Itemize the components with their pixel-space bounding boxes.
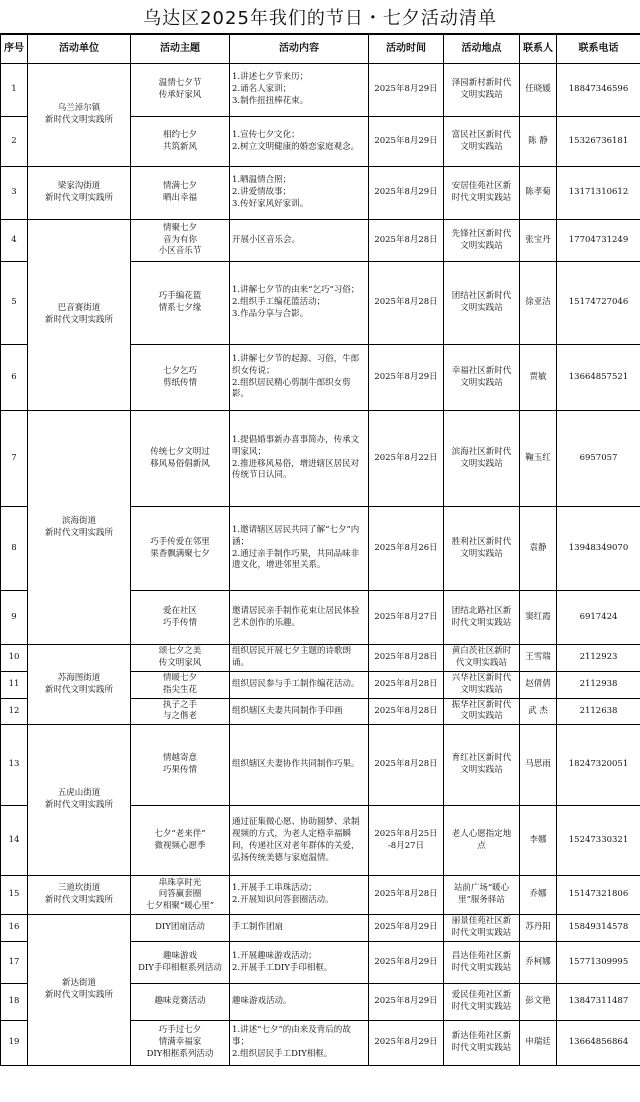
cell-content: 1.讲解七夕节的由来“乞巧”习俗； 2.组织手工编花篮活动； 3.作品分享与合影。 bbox=[230, 262, 369, 345]
cell-time: 2025年8月29日 bbox=[369, 1021, 444, 1066]
cell-content: 组织居民参与手工制作编花活动。 bbox=[230, 671, 369, 698]
cell-theme: 巧手过七夕 情满幸福家 DIY相框系列活动 bbox=[131, 1021, 230, 1066]
cell-seq: 1 bbox=[1, 64, 28, 117]
activity-table bbox=[0, 34, 640, 1066]
cell-content: 开展小区音乐会。 bbox=[230, 220, 369, 262]
cell-contact: 马思雨 bbox=[520, 725, 557, 806]
cell-phone: 6917424 bbox=[557, 591, 640, 645]
cell-theme: 爱在社区 巧手传情 bbox=[131, 591, 230, 645]
cell-seq: 15 bbox=[1, 876, 28, 915]
cell-theme: 情暖七夕 指尖生花 bbox=[131, 671, 230, 698]
header-place: 活动地点 bbox=[444, 35, 520, 64]
cell-phone: 2112638 bbox=[557, 698, 640, 725]
cell-unit: 巴音赛街道 新时代文明实践所 bbox=[28, 220, 131, 411]
cell-contact: 徐亚洁 bbox=[520, 262, 557, 345]
cell-theme: 情聚七夕 音为有你 小区音乐节 bbox=[131, 220, 230, 262]
cell-theme: 七夕乞巧 剪纸传情 bbox=[131, 345, 230, 411]
cell-contact: 陈 静 bbox=[520, 117, 557, 167]
cell-contact: 贾敏 bbox=[520, 345, 557, 411]
cell-seq: 8 bbox=[1, 507, 28, 591]
cell-seq: 3 bbox=[1, 167, 28, 220]
cell-time: 2025年8月29日 bbox=[369, 117, 444, 167]
table-row bbox=[1, 64, 640, 117]
cell-seq: 19 bbox=[1, 1021, 28, 1066]
cell-content: 1.开展手工串珠活动； 2.开展知识问答套圈活动。 bbox=[230, 876, 369, 915]
cell-place: 老人心愿指定地 点 bbox=[444, 806, 520, 876]
cell-theme: 温情七夕节 传承好家风 bbox=[131, 64, 230, 117]
cell-theme: 巧手编花篮 情系七夕缘 bbox=[131, 262, 230, 345]
cell-theme: 趣味游戏 DIY手印相框系列活动 bbox=[131, 942, 230, 984]
cell-unit: 滨海街道 新时代文明实践所 bbox=[28, 411, 131, 645]
cell-time: 2025年8月29日 bbox=[369, 64, 444, 117]
cell-content: 1.开展趣味游戏活动； 2.开展手工DIY手印相框。 bbox=[230, 942, 369, 984]
cell-unit: 新达街道 新时代文明实践所 bbox=[28, 915, 131, 1066]
cell-seq: 18 bbox=[1, 984, 28, 1021]
cell-time: 2025年8月28日 bbox=[369, 220, 444, 262]
cell-unit: 三道坎街道 新时代文明实践所 bbox=[28, 876, 131, 915]
cell-contact: 陈孝菊 bbox=[520, 167, 557, 220]
cell-content: 手工制作团扇 bbox=[230, 915, 369, 942]
header-contact: 联系人 bbox=[520, 35, 557, 64]
cell-theme: 串珠享时光 问答赢套圈 七夕相聚“暖心里” bbox=[131, 876, 230, 915]
cell-contact: 窦红霞 bbox=[520, 591, 557, 645]
cell-content: 组织居民开展七夕主题的诗歌朗诵。 bbox=[230, 645, 369, 672]
cell-content: 1.邀请辖区居民共同了解“七夕”内涵； 2.通过亲手制作巧果，共同品味非遗文化，增进邻里关系。 bbox=[230, 507, 369, 591]
cell-phone: 2112938 bbox=[557, 671, 640, 698]
cell-time: 2025年8月28日 bbox=[369, 725, 444, 806]
cell-seq: 17 bbox=[1, 942, 28, 984]
cell-place: 幸福社区新时代 文明实践站 bbox=[444, 345, 520, 411]
cell-phone: 15849314578 bbox=[557, 915, 640, 942]
cell-seq: 6 bbox=[1, 345, 28, 411]
cell-place: 兴华社区新时代 文明实践站 bbox=[444, 671, 520, 698]
cell-place: 团结北路社区新 时代文明实践站 bbox=[444, 591, 520, 645]
cell-seq: 16 bbox=[1, 915, 28, 942]
header-unit: 活动单位 bbox=[28, 35, 131, 64]
cell-phone: 15326736181 bbox=[557, 117, 640, 167]
table-body bbox=[1, 64, 640, 1066]
cell-unit: 乌兰淖尔镇 新时代文明实践所 bbox=[28, 64, 131, 167]
cell-phone: 15174727046 bbox=[557, 262, 640, 345]
cell-place: 富民社区新时代 文明实践站 bbox=[444, 117, 520, 167]
cell-time: 2025年8月29日 bbox=[369, 167, 444, 220]
cell-seq: 2 bbox=[1, 117, 28, 167]
cell-contact: 乔娜 bbox=[520, 876, 557, 915]
cell-contact: 申瑞廷 bbox=[520, 1021, 557, 1066]
cell-content: 邀请居民亲手制作花束让居民体验艺术创作的乐趣。 bbox=[230, 591, 369, 645]
cell-theme: 情越寄意 巧果传情 bbox=[131, 725, 230, 806]
cell-contact: 王雪瑞 bbox=[520, 645, 557, 672]
cell-unit: 梁家沟街道 新时代文明实践所 bbox=[28, 167, 131, 220]
cell-time: 2025年8月29日 bbox=[369, 915, 444, 942]
cell-contact: 武 杰 bbox=[520, 698, 557, 725]
header-theme: 活动主题 bbox=[131, 35, 230, 64]
cell-place: 育红社区新时代 文明实践站 bbox=[444, 725, 520, 806]
cell-phone: 13664856864 bbox=[557, 1021, 640, 1066]
cell-content: 1.晒温情合照； 2.讲爱情故事； 3.传好家风好家训。 bbox=[230, 167, 369, 220]
table-row bbox=[1, 220, 640, 262]
cell-phone: 13948349070 bbox=[557, 507, 640, 591]
cell-theme: 执子之手 与之偕老 bbox=[131, 698, 230, 725]
cell-time: 2025年8月25日 -8月27日 bbox=[369, 806, 444, 876]
cell-place: 站前广场“暖心 里”服务驿站 bbox=[444, 876, 520, 915]
cell-contact: 袁静 bbox=[520, 507, 557, 591]
cell-place: 黄白茨社区新时 代文明实践站 bbox=[444, 645, 520, 672]
cell-contact: 李娜 bbox=[520, 806, 557, 876]
cell-content: 1.讲述七夕节来历； 2.诵名人家训； 3.制作扭扭棒花束。 bbox=[230, 64, 369, 117]
cell-place: 泽园新村新时代 文明实践站 bbox=[444, 64, 520, 117]
cell-theme: 颂七夕之美 传文明家风 bbox=[131, 645, 230, 672]
cell-time: 2025年8月27日 bbox=[369, 591, 444, 645]
cell-time: 2025年8月26日 bbox=[369, 507, 444, 591]
cell-content: 趣味游戏活动。 bbox=[230, 984, 369, 1021]
cell-contact: 任晓媛 bbox=[520, 64, 557, 117]
table-row bbox=[1, 876, 640, 915]
header-time: 活动时间 bbox=[369, 35, 444, 64]
cell-contact: 张宝丹 bbox=[520, 220, 557, 262]
cell-content: 1.提倡婚事新办喜事简办，传承文明家风； 2.推进移风易俗，增进辖区居民对传统节日认同。 bbox=[230, 411, 369, 507]
cell-phone: 18847346596 bbox=[557, 64, 640, 117]
table-row bbox=[1, 725, 640, 806]
cell-phone: 15147321806 bbox=[557, 876, 640, 915]
cell-theme: DIY团扇活动 bbox=[131, 915, 230, 942]
table-row bbox=[1, 411, 640, 507]
cell-content: 组织辖区夫妻协作共同制作巧果。 bbox=[230, 725, 369, 806]
cell-time: 2025年8月28日 bbox=[369, 645, 444, 672]
cell-place: 昌达佳苑社区新 时代文明实践站 bbox=[444, 942, 520, 984]
cell-phone: 6957057 bbox=[557, 411, 640, 507]
cell-contact: 彭文艳 bbox=[520, 984, 557, 1021]
cell-phone: 13847311487 bbox=[557, 984, 640, 1021]
cell-place: 丽景佳苑社区新 时代文明实践站 bbox=[444, 915, 520, 942]
cell-phone: 13171310612 bbox=[557, 167, 640, 220]
cell-seq: 11 bbox=[1, 671, 28, 698]
cell-seq: 14 bbox=[1, 806, 28, 876]
cell-seq: 4 bbox=[1, 220, 28, 262]
cell-seq: 12 bbox=[1, 698, 28, 725]
cell-content: 组织辖区夫妻共同制作手印画 bbox=[230, 698, 369, 725]
cell-time: 2025年8月28日 bbox=[369, 698, 444, 725]
cell-phone: 18247320051 bbox=[557, 725, 640, 806]
cell-theme: 相约七夕 共筑新风 bbox=[131, 117, 230, 167]
header-seq: 序号 bbox=[1, 35, 28, 64]
cell-phone: 15771309995 bbox=[557, 942, 640, 984]
cell-phone: 17704731249 bbox=[557, 220, 640, 262]
header-row bbox=[1, 35, 640, 64]
cell-contact: 赵倩倩 bbox=[520, 671, 557, 698]
cell-place: 新达佳苑社区新 时代文明实践站 bbox=[444, 1021, 520, 1066]
cell-unit: 五虎山街道 新时代文明实践所 bbox=[28, 725, 131, 876]
header-phone: 联系电话 bbox=[557, 35, 640, 64]
cell-place: 安居佳苑社区新 时代文明实践站 bbox=[444, 167, 520, 220]
cell-theme: 趣味竞赛活动 bbox=[131, 984, 230, 1021]
cell-seq: 7 bbox=[1, 411, 28, 507]
cell-time: 2025年8月28日 bbox=[369, 876, 444, 915]
cell-content: 通过征集微心愿、协助圆梦、录制视频的方式，为老人定格幸福瞬间，传递社区对老年群体的关爱，弘扬传统美德与家庭温情。 bbox=[230, 806, 369, 876]
cell-place: 胜利社区新时代 文明实践站 bbox=[444, 507, 520, 591]
cell-time: 2025年8月22日 bbox=[369, 411, 444, 507]
table-row bbox=[1, 915, 640, 942]
page-title: 乌达区2025年我们的节日・七夕活动清单 bbox=[0, 0, 640, 34]
cell-time: 2025年8月28日 bbox=[369, 262, 444, 345]
cell-seq: 10 bbox=[1, 645, 28, 672]
cell-time: 2025年8月29日 bbox=[369, 984, 444, 1021]
cell-theme: 七夕“老来伴” 微视频心愿季 bbox=[131, 806, 230, 876]
table-row bbox=[1, 645, 640, 672]
header-content: 活动内容 bbox=[230, 35, 369, 64]
cell-theme: 巧手传爱在邻里 果香飘满聚七夕 bbox=[131, 507, 230, 591]
cell-content: 1.讲述“七夕”的由来及背后的故事； 2.组织居民手工DIY相框。 bbox=[230, 1021, 369, 1066]
cell-content: 1.讲解七夕节的起源、习俗，牛郎织女传说； 2.组织居民精心剪制牛郎织女剪影。 bbox=[230, 345, 369, 411]
cell-contact: 苏丹阳 bbox=[520, 915, 557, 942]
cell-place: 先锋社区新时代 文明实践站 bbox=[444, 220, 520, 262]
cell-theme: 情满七夕 晒出幸福 bbox=[131, 167, 230, 220]
cell-time: 2025年8月29日 bbox=[369, 942, 444, 984]
cell-seq: 13 bbox=[1, 725, 28, 806]
cell-unit: 苏海图街道 新时代文明实践所 bbox=[28, 645, 131, 725]
cell-time: 2025年8月28日 bbox=[369, 671, 444, 698]
cell-phone: 15247330321 bbox=[557, 806, 640, 876]
cell-theme: 传统七夕文明过 移风易俗倡新风 bbox=[131, 411, 230, 507]
cell-place: 团结社区新时代 文明实践站 bbox=[444, 262, 520, 345]
cell-place: 爱民佳苑社区新 时代文明实践站 bbox=[444, 984, 520, 1021]
cell-place: 滨海社区新时代 文明实践站 bbox=[444, 411, 520, 507]
cell-contact: 鞠玉红 bbox=[520, 411, 557, 507]
cell-place: 振华社区新时代 文明实践站 bbox=[444, 698, 520, 725]
cell-seq: 9 bbox=[1, 591, 28, 645]
table-row bbox=[1, 167, 640, 220]
cell-content: 1.宣传七夕文化； 2.树立文明健康的婚恋家庭观念。 bbox=[230, 117, 369, 167]
cell-phone: 2112923 bbox=[557, 645, 640, 672]
cell-phone: 13664857521 bbox=[557, 345, 640, 411]
cell-seq: 5 bbox=[1, 262, 28, 345]
cell-contact: 乔柯娜 bbox=[520, 942, 557, 984]
cell-time: 2025年8月29日 bbox=[369, 345, 444, 411]
